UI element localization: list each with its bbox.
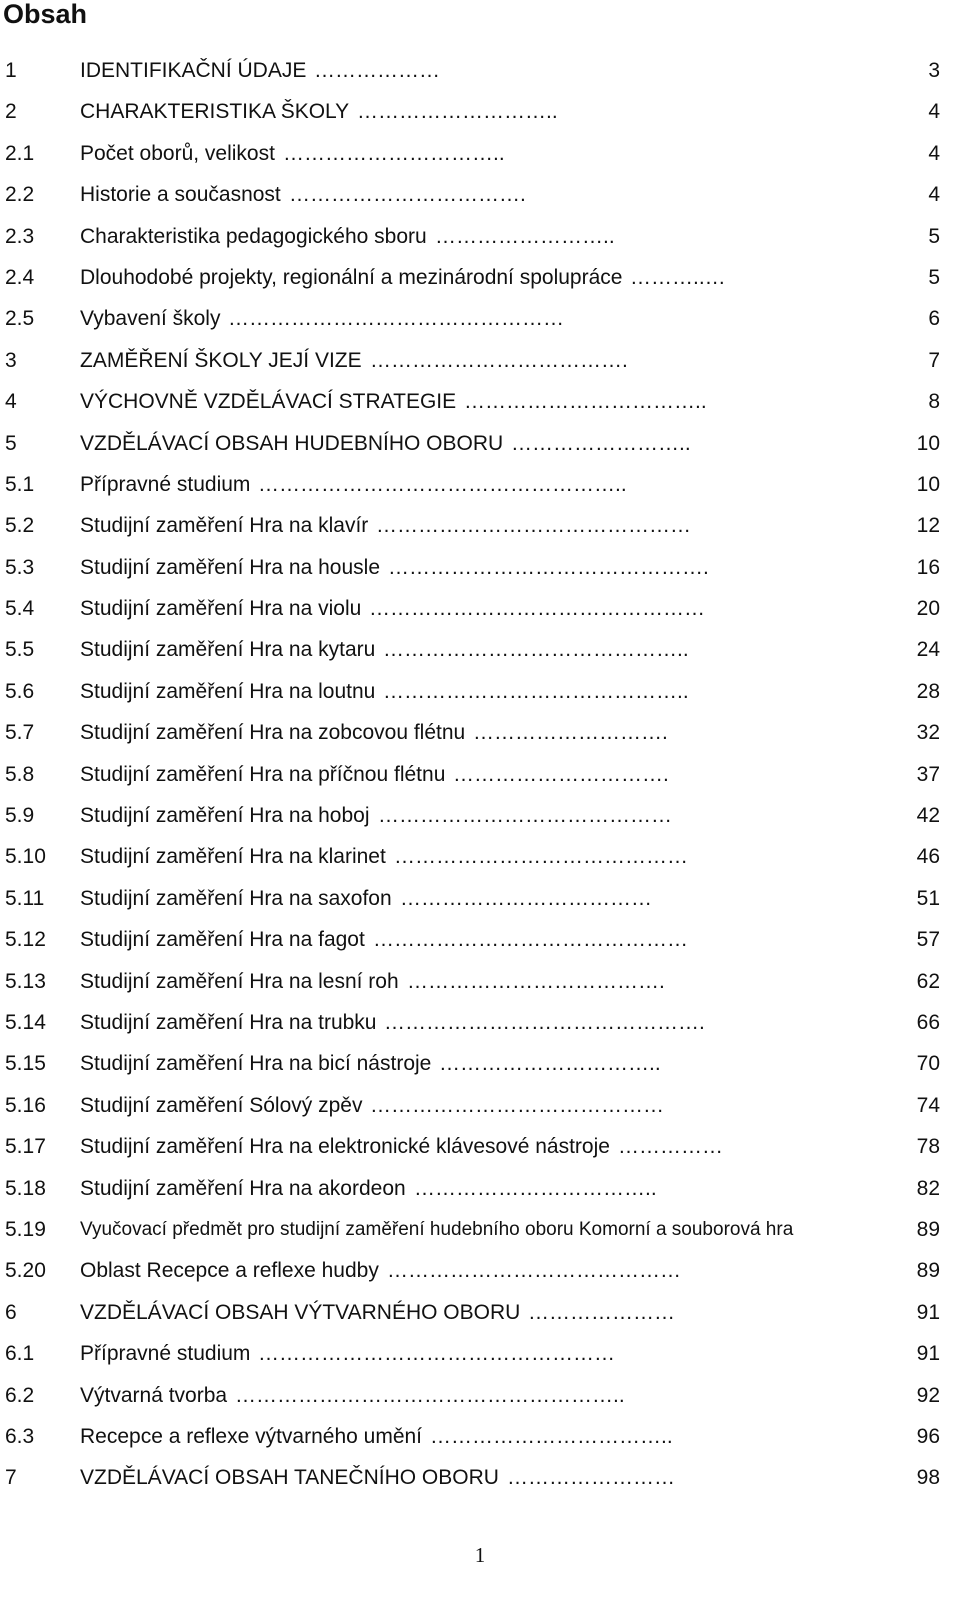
- toc-entry[interactable]: [0, 671, 960, 712]
- toc-entry-leader: ……………………………..: [414, 1176, 657, 1200]
- toc-entry[interactable]: [0, 588, 960, 629]
- toc-entry-title: Výtvarná tvorba: [80, 1383, 228, 1407]
- toc-entry-title: Studijní zaměření Hra na housle: [80, 555, 380, 579]
- toc-entry-title: Vybavení školy: [80, 307, 221, 331]
- toc-entry[interactable]: [0, 50, 960, 91]
- toc-entry-title: Přípravné studium: [80, 472, 251, 496]
- toc-entry-title: Studijní zaměření Hra na zobcovou flétnu: [80, 721, 466, 745]
- toc-entry-title: Charakteristika pedagogického sboru: [80, 224, 427, 248]
- toc-entry-number: 5.14: [5, 1010, 46, 1034]
- toc-entry[interactable]: [0, 795, 960, 836]
- toc-entry-title: Oblast Recepce a reflexe hudby: [80, 1259, 379, 1283]
- toc-entry-title: Studijní zaměření Hra na klarinet: [80, 845, 386, 869]
- toc-entry[interactable]: [0, 216, 960, 257]
- toc-entry-title: VZDĚLÁVACÍ OBSAH HUDEBNÍHO OBORU: [80, 431, 504, 455]
- toc-entry-number: 7: [5, 1466, 17, 1490]
- toc-entry-page: 5: [928, 224, 940, 248]
- toc-entry-number: 5.12: [5, 928, 46, 952]
- toc-entry[interactable]: [0, 1416, 960, 1457]
- toc-entry-page: 91: [916, 1300, 940, 1324]
- toc-entry-page: 92: [916, 1383, 940, 1407]
- toc-entry[interactable]: [0, 961, 960, 1002]
- toc-entry-leader: ……………………..: [435, 224, 615, 248]
- toc-entry-title: Studijní zaměření Hra na příčnou flétnu: [80, 762, 446, 786]
- toc-entry-title: Dlouhodobé projekty, regionální a mezinárodní spolupráce: [80, 265, 623, 289]
- toc-entry[interactable]: [0, 1292, 960, 1333]
- toc-entry-title: Studijní zaměření Sólový zpěv: [80, 1093, 363, 1117]
- toc-entry[interactable]: [0, 133, 960, 174]
- toc-entry[interactable]: [0, 878, 960, 919]
- toc-entry[interactable]: [0, 547, 960, 588]
- toc-entry-leader: ……………………………………: [370, 1093, 664, 1117]
- toc-entry[interactable]: [0, 836, 960, 877]
- toc-entry-leader: ………………………………………: [376, 514, 691, 538]
- toc-entry-leader: ………..…: [630, 265, 726, 289]
- toc-entry-number: 5.3: [5, 555, 35, 579]
- toc-entry-number: 5.18: [5, 1176, 46, 1200]
- toc-entry[interactable]: [0, 1457, 960, 1498]
- toc-entry-number: 5: [5, 431, 17, 455]
- toc-entry-number: 5.6: [5, 679, 35, 703]
- toc-entry-page: 37: [916, 762, 940, 786]
- toc-entry-number: 5.17: [5, 1135, 46, 1159]
- toc-entry-leader: ……………………………………: [378, 804, 672, 828]
- toc-entry[interactable]: [0, 423, 960, 464]
- toc-entry-leader: ……………………….: [473, 721, 668, 745]
- toc-entry-leader: ………………: [314, 59, 440, 82]
- toc-entry-page: 42: [916, 804, 940, 828]
- toc-entry-number: 2.5: [5, 307, 35, 331]
- toc-entry-number: 1: [5, 59, 17, 82]
- toc-entry-leader: ……………………………….: [407, 969, 665, 993]
- toc-entry-number: 5.8: [5, 762, 35, 786]
- toc-entry-title: Studijní zaměření Hra na akordeon: [80, 1176, 406, 1200]
- toc-entry-leader: ……………………………………….: [384, 1010, 705, 1034]
- toc-entry-page: 4: [928, 141, 940, 165]
- toc-entry-page: 74: [916, 1093, 940, 1117]
- toc-entry-number: 5.16: [5, 1093, 46, 1117]
- toc-entry-number: 2.2: [5, 183, 35, 207]
- toc-entry[interactable]: [0, 1168, 960, 1209]
- toc-entry[interactable]: [0, 340, 960, 381]
- toc-entry-number: 2.3: [5, 224, 35, 248]
- toc-entry-page: 4: [928, 183, 940, 207]
- toc-entry-title: Počet oborů, velikost: [80, 141, 275, 165]
- toc-entry-title: Studijní zaměření Hra na saxofon: [80, 886, 392, 910]
- toc-entry-leader: ……………………………..: [464, 390, 707, 414]
- toc-entry[interactable]: [0, 1333, 960, 1374]
- toc-entry-leader: ……………………………………: [387, 1259, 681, 1283]
- toc-entry-page: 91: [916, 1342, 940, 1366]
- toc-entry-title: Studijní zaměření Hra na fagot: [80, 928, 365, 952]
- toc-entry-number: 5.9: [5, 804, 35, 828]
- toc-entry-title: Studijní zaměření Hra na lesní roh: [80, 969, 399, 993]
- toc-entry-number: 5.10: [5, 845, 46, 869]
- toc-entry-leader: ……………………………….: [370, 348, 628, 372]
- toc-entry-leader: …………………………..: [439, 1052, 661, 1076]
- toc-entry-leader: ……………………: [507, 1466, 675, 1490]
- toc-entry-title: Vyučovací předmět pro studijní zaměření hudebního oboru Komorní a souborová hra: [80, 1218, 794, 1240]
- page-number: 1: [474, 1543, 486, 1567]
- toc-entry-page: 51: [916, 886, 940, 910]
- toc-entry[interactable]: [0, 1250, 960, 1291]
- toc-entry-page: 5: [928, 265, 940, 289]
- toc-entry-number: 4: [5, 390, 17, 414]
- toc-entry-number: 5.4: [5, 597, 35, 621]
- toc-entry-number: 5.2: [5, 514, 35, 538]
- toc-entry-leader: ……………………………………: [394, 845, 688, 869]
- toc-entry-page: 10: [916, 431, 940, 455]
- toc-entry-title: Studijní zaměření Hra na violu: [80, 597, 362, 621]
- toc-entry-number: 5.20: [5, 1259, 46, 1283]
- toc-entry-title: Studijní zaměření Hra na hoboj: [80, 804, 370, 828]
- toc-entry-leader: ………………………………………: [373, 928, 688, 952]
- toc-entry-page: 7: [928, 348, 940, 372]
- toc-entry-title: VZDĚLÁVACÍ OBSAH TANEČNÍHO OBORU: [80, 1466, 499, 1490]
- toc-entry-page: 57: [916, 928, 940, 952]
- toc-entry-title: CHARAKTERISTIKA ŠKOLY: [80, 100, 350, 124]
- toc-entry-page: 8: [928, 390, 940, 414]
- toc-entry-page: 4: [928, 100, 940, 124]
- toc-entry-page: 10: [916, 472, 940, 496]
- toc-entry-title: Studijní zaměření Hra na bicí nástroje: [80, 1052, 432, 1076]
- toc-entry-number: 5.5: [5, 638, 35, 662]
- toc-entry-number: 5.11: [5, 886, 45, 910]
- toc-entry-page: 3: [928, 59, 940, 82]
- toc-entry-page: 96: [916, 1424, 940, 1448]
- toc-entry-page: 16: [916, 555, 940, 579]
- toc-entry[interactable]: [0, 1126, 960, 1167]
- toc-entry-number: 5.19: [5, 1217, 46, 1241]
- toc-entry-leader: ………………………..: [357, 100, 558, 124]
- toc-entry-leader: ……………………………………….: [388, 555, 709, 579]
- toc-entry-number: 6: [5, 1300, 17, 1324]
- toc-entry-title: Recepce a reflexe výtvarného umění: [80, 1424, 423, 1448]
- toc-entry-page: 46: [916, 845, 940, 869]
- toc-entry-page: 66: [916, 1010, 940, 1034]
- toc-entry-page: 70: [916, 1052, 940, 1076]
- toc-entry[interactable]: [0, 257, 960, 298]
- toc-entry[interactable]: [0, 174, 960, 215]
- toc-entry-leader: ………………………………………………..: [235, 1383, 625, 1407]
- toc-entry-page: 89: [916, 1259, 940, 1283]
- toc-entry-number: 2: [5, 100, 17, 124]
- toc-entry[interactable]: [0, 381, 960, 422]
- toc-entry-page: 78: [916, 1135, 940, 1159]
- toc-entry-leader: ……………………………………………..: [258, 472, 627, 496]
- page-title: Obsah: [3, 0, 88, 29]
- toc-entry-leader: ……………………………………………: [258, 1342, 615, 1366]
- toc-entry[interactable]: [0, 1043, 960, 1084]
- toc-entry-page: 20: [916, 597, 940, 621]
- toc-entry[interactable]: [0, 298, 960, 339]
- toc-entry-title: Přípravné studium: [80, 1342, 251, 1366]
- toc-entry-leader: ……………………..: [511, 431, 691, 455]
- toc-entry-page: 28: [916, 679, 940, 703]
- toc-entry[interactable]: [0, 1085, 960, 1126]
- toc-entry[interactable]: [0, 505, 960, 546]
- toc-entry[interactable]: [0, 464, 960, 505]
- toc-entry[interactable]: [0, 1209, 960, 1250]
- toc-entry-title: ZAMĚŘENÍ ŠKOLY JEJÍ VIZE: [80, 348, 362, 372]
- toc-entry-title: VZDĚLÁVACÍ OBSAH VÝTVARNÉHO OBORU: [80, 1300, 521, 1324]
- toc-entry[interactable]: [0, 1002, 960, 1043]
- toc-entry-leader: …………………………………………: [228, 307, 564, 331]
- toc-entry[interactable]: [0, 919, 960, 960]
- toc-entry-number: 6.3: [5, 1424, 35, 1448]
- toc-entry[interactable]: [0, 712, 960, 753]
- toc-entry-leader: ……………………………………..: [383, 679, 689, 703]
- toc-entry-number: 3: [5, 348, 17, 372]
- toc-entry-page: 98: [916, 1466, 940, 1490]
- toc-entry-title: Studijní zaměření Hra na trubku: [80, 1010, 377, 1034]
- toc-entry-number: 5.7: [5, 721, 35, 745]
- toc-entry-number: 2.4: [5, 265, 35, 289]
- toc-entry-leader: ………………………………: [400, 886, 652, 910]
- toc-entry-number: 2.1: [5, 141, 35, 165]
- toc-entry-title: VÝCHOVNĚ VZDĚLÁVACÍ STRATEGIE: [80, 390, 457, 414]
- toc-entry-page: 89: [916, 1217, 940, 1241]
- toc-entry-leader: …………………………..: [283, 141, 505, 165]
- toc-entry-page: 62: [916, 969, 940, 993]
- toc-entry-leader: ……………: [618, 1135, 723, 1159]
- toc-entry-leader: …………………: [528, 1300, 675, 1324]
- toc-entry-title: Studijní zaměření Hra na kytaru: [80, 638, 376, 662]
- toc-entry-title: Historie a současnost: [80, 183, 281, 207]
- toc-entry[interactable]: [0, 1375, 960, 1416]
- toc-entry-number: 5.13: [5, 969, 46, 993]
- toc-entry-number: 6.1: [5, 1342, 35, 1366]
- toc-entry-leader: ……………………………………..: [383, 638, 689, 662]
- toc-entry-leader: …………………………………………: [369, 597, 705, 621]
- toc-entry-page: 6: [928, 307, 940, 331]
- toc-entry-title: Studijní zaměření Hra na loutnu: [80, 679, 376, 703]
- toc-entry-title: Studijní zaměření Hra na elektronické klávesové nástroje: [80, 1135, 610, 1159]
- toc-entry-title: IDENTIFIKAČNÍ ÚDAJE: [80, 59, 307, 82]
- toc-entry-leader: …………………………….: [289, 183, 526, 207]
- toc-entry-number: 6.2: [5, 1383, 35, 1407]
- toc-entry-number: 5.15: [5, 1052, 46, 1076]
- toc-entry-leader: ……………………………..: [430, 1424, 673, 1448]
- table-of-contents: [0, 50, 960, 1499]
- toc-entry-title: Studijní zaměření Hra na klavír: [80, 514, 369, 538]
- toc-entry-number: 5.1: [5, 472, 35, 496]
- toc-entry-page: 24: [916, 638, 940, 662]
- toc-entry[interactable]: [0, 91, 960, 132]
- toc-entry-page: 32: [916, 721, 940, 745]
- toc-entry[interactable]: [0, 629, 960, 670]
- toc-entry-leader: ………………………….: [453, 762, 669, 786]
- toc-entry-page: 82: [916, 1176, 940, 1200]
- toc-entry[interactable]: [0, 754, 960, 795]
- toc-entry-page: 12: [916, 514, 940, 538]
